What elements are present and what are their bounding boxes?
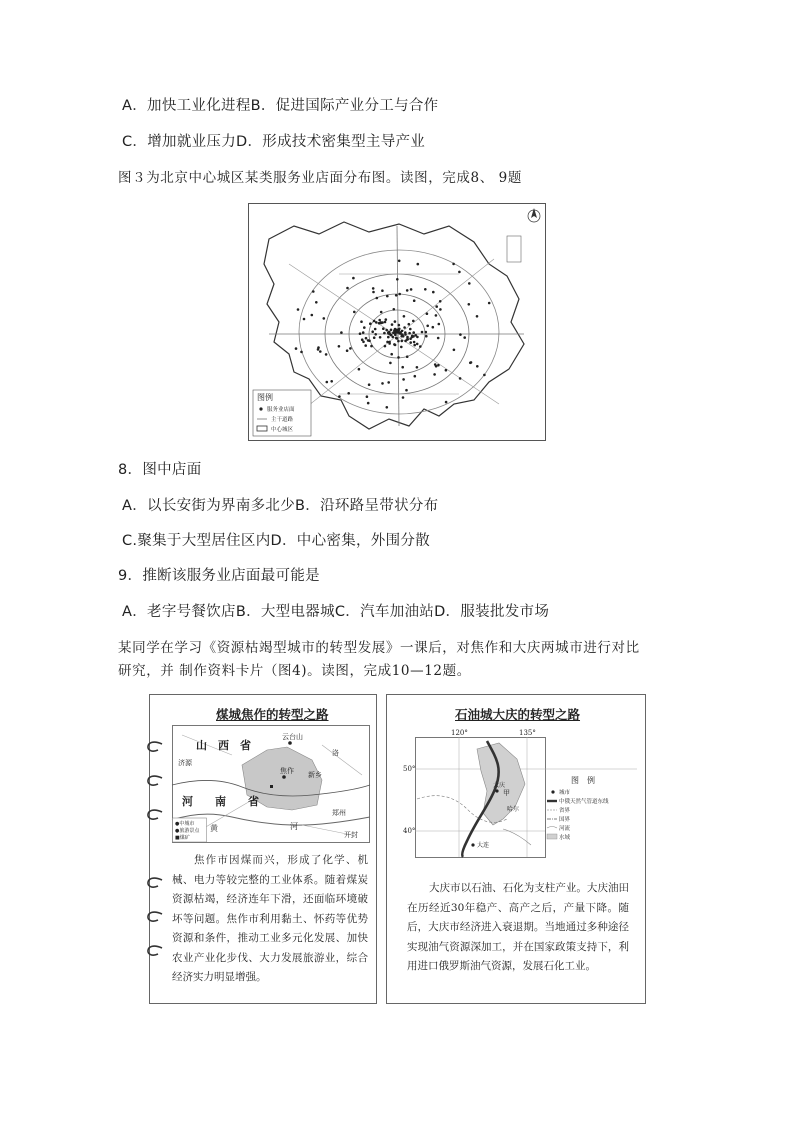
label-jiaozuo: 焦作 bbox=[280, 767, 294, 775]
store-dot bbox=[368, 383, 371, 386]
daqing-legend-title: 图 例 bbox=[571, 776, 595, 785]
store-dot bbox=[445, 401, 448, 404]
daqing-card-title: 石油城大庆的转型之路 bbox=[455, 707, 581, 722]
store-dot bbox=[398, 293, 401, 296]
store-dot bbox=[374, 328, 377, 331]
store-dot bbox=[376, 297, 379, 300]
store-dot bbox=[386, 406, 389, 409]
store-dot bbox=[390, 353, 393, 356]
q8-options-line-1: A．以长安街为界南多北少B．沿环路呈带状分布 bbox=[122, 498, 439, 514]
legend-coal: ■煤矿 bbox=[175, 835, 190, 841]
store-dot bbox=[346, 349, 349, 352]
label-dalian: 大连 bbox=[477, 842, 490, 849]
binding-ring-icon bbox=[148, 776, 162, 785]
store-dot bbox=[364, 344, 367, 347]
legend-river: 河流 bbox=[559, 826, 571, 832]
store-dot bbox=[365, 337, 368, 340]
store-dot-legend-icon bbox=[259, 407, 262, 410]
store-dot bbox=[408, 323, 411, 326]
store-dot bbox=[405, 389, 408, 392]
fig3-intro: 图３为北京中心城区某类服务业店面分布图。读图，完成8、 9题 bbox=[118, 170, 522, 186]
legend-pipeline: 中俄天然气管道东线 bbox=[559, 799, 609, 805]
store-dot bbox=[367, 402, 370, 405]
store-dot bbox=[406, 289, 409, 292]
jiaozuo-card-body: 焦作市因煤而兴，形成了化学、机械、电力等较完整的工业体系。随着煤炭资源枯竭，经济连年下滑，还面临环境破坏等问题。焦作市利用黏土、怀药等优势资源和条件，推动工业多元化发展、加快农业产业化步伐、大力发展旅游业，综合经济实力明显增强。 bbox=[172, 854, 368, 983]
store-dot bbox=[388, 341, 391, 344]
legend-river-icon bbox=[547, 827, 557, 829]
store-dot bbox=[453, 349, 456, 352]
label-huang: 黄 bbox=[210, 824, 218, 833]
store-dot bbox=[468, 282, 471, 285]
store-dot bbox=[372, 291, 375, 294]
store-dot bbox=[401, 333, 404, 336]
legend-water-icon bbox=[547, 834, 557, 839]
store-dot bbox=[366, 395, 369, 398]
store-dot bbox=[424, 288, 427, 291]
legend-city: 城市 bbox=[559, 790, 571, 796]
binding-ring-icon bbox=[148, 912, 162, 921]
store-dot bbox=[434, 363, 437, 366]
store-dot bbox=[409, 337, 412, 340]
store-dot bbox=[421, 331, 424, 334]
q7-options-line-1: A．加快工业化进程B．促进国际产业分工与合作 bbox=[122, 98, 439, 114]
store-dot bbox=[349, 347, 352, 350]
store-dot bbox=[435, 314, 438, 317]
beijing-map-figure bbox=[248, 203, 546, 441]
label-jiyuan: 济源 bbox=[178, 759, 192, 767]
store-dot bbox=[295, 347, 298, 350]
lat-50: 50° bbox=[403, 765, 416, 773]
store-dot bbox=[347, 392, 350, 395]
store-dot bbox=[387, 332, 390, 335]
store-dot bbox=[463, 336, 466, 339]
lat-40: 40° bbox=[403, 827, 416, 835]
store-dot bbox=[432, 291, 435, 294]
label-jia: 甲 bbox=[503, 789, 510, 797]
store-dot bbox=[406, 355, 409, 358]
store-dot bbox=[297, 308, 300, 311]
store-dot bbox=[404, 333, 407, 336]
legend-title: 图例 bbox=[257, 393, 273, 402]
label-daqing: 大庆 bbox=[493, 782, 506, 789]
store-dot bbox=[401, 366, 404, 369]
store-dot bbox=[426, 325, 429, 328]
daqing-card-body: 大庆市以石油、石化为支柱产业。大庆油田在历经近30年稳产、高产之后，产量下降。随后，大庆市经济进入衰退期。当地通过多种途径实现油气资源深加工，并在国家政策支持下，利用进口俄罗斯油气资源，发展石化工业。 bbox=[407, 882, 629, 972]
store-dot bbox=[340, 331, 343, 334]
store-dot bbox=[338, 395, 341, 398]
store-dot bbox=[437, 364, 440, 367]
store-dot bbox=[389, 362, 392, 365]
store-dot bbox=[389, 333, 392, 336]
store-dot bbox=[393, 329, 396, 332]
store-dot bbox=[362, 331, 365, 334]
store-dot bbox=[416, 343, 419, 346]
store-dot bbox=[391, 323, 394, 326]
store-dot bbox=[439, 300, 442, 303]
store-dot bbox=[373, 320, 376, 323]
legend-item-center: 中心城区 bbox=[271, 427, 294, 433]
store-dot bbox=[402, 378, 405, 381]
inset-box bbox=[507, 236, 521, 262]
city-dot bbox=[282, 775, 286, 779]
store-dot bbox=[399, 332, 402, 335]
label-henan: 河 南 省 bbox=[182, 795, 259, 808]
store-dot bbox=[395, 294, 398, 297]
store-dot bbox=[398, 328, 401, 331]
north-arrow-icon bbox=[528, 208, 540, 222]
store-dot bbox=[459, 377, 462, 380]
store-dot bbox=[381, 382, 384, 385]
city-dot bbox=[495, 789, 498, 792]
store-dot bbox=[317, 346, 320, 349]
store-dot bbox=[425, 335, 428, 338]
store-dot bbox=[468, 303, 471, 306]
store-dot bbox=[315, 301, 318, 304]
store-dot bbox=[402, 396, 405, 399]
jiaozuo-card-title: 煤城焦作的转型之路 bbox=[216, 707, 329, 722]
store-dot bbox=[398, 260, 401, 263]
store-dot bbox=[414, 334, 417, 337]
store-dot bbox=[411, 335, 414, 338]
store-dot bbox=[394, 333, 397, 336]
store-dot bbox=[353, 311, 356, 314]
store-dot bbox=[300, 351, 303, 354]
store-dot bbox=[397, 356, 400, 359]
store-dot bbox=[394, 320, 397, 323]
label-luoyang: 洛 bbox=[332, 749, 339, 757]
store-dot bbox=[368, 340, 371, 343]
store-dot bbox=[390, 329, 393, 332]
store-dot bbox=[374, 333, 377, 336]
label-kaifeng: 开封 bbox=[344, 831, 358, 839]
store-dot bbox=[387, 381, 390, 384]
store-dot bbox=[379, 336, 382, 339]
store-dot bbox=[403, 326, 406, 329]
store-dot bbox=[312, 290, 315, 293]
binding-rings bbox=[140, 730, 168, 960]
store-dot bbox=[435, 305, 438, 308]
store-dot bbox=[452, 263, 455, 266]
binding-ring-icon bbox=[148, 878, 162, 887]
store-dot bbox=[381, 289, 384, 292]
store-dot bbox=[425, 331, 428, 334]
store-dot bbox=[432, 326, 435, 329]
label-zhengzhou: 郑州 bbox=[332, 809, 346, 817]
store-dot bbox=[393, 308, 396, 311]
fig4-intro-line-1: 某同学在学习《资源枯竭型城市的转型发展》一课后，对焦作和大庆两城市进行对比 bbox=[118, 640, 640, 656]
label-he: 河 bbox=[290, 822, 298, 831]
store-dot bbox=[413, 299, 416, 302]
legend-item-store: 服务业店面 bbox=[267, 407, 295, 413]
store-dot bbox=[371, 330, 374, 333]
store-dot bbox=[372, 287, 375, 290]
label-harbin: 哈尔 bbox=[507, 806, 520, 813]
store-dot bbox=[392, 336, 395, 339]
daqing-card bbox=[386, 694, 646, 1004]
q9-options-line-1: A．老字号餐饮店B．大型电器城C．汽车加油站D．服装批发市场 bbox=[122, 604, 550, 620]
legend-city-icon bbox=[551, 790, 554, 793]
store-dot bbox=[414, 375, 417, 378]
store-dot bbox=[439, 308, 442, 311]
store-dot bbox=[375, 321, 378, 324]
jiaozuo-map bbox=[172, 725, 370, 843]
store-dot bbox=[352, 277, 355, 280]
store-dot bbox=[330, 380, 333, 383]
store-dot bbox=[412, 320, 415, 323]
store-dot bbox=[338, 345, 341, 348]
store-dot bbox=[396, 278, 399, 281]
store-dot bbox=[403, 315, 406, 318]
lon-135: 135° bbox=[519, 729, 536, 737]
store-dot bbox=[412, 331, 415, 334]
fig4-intro-line-2: 研究，并 制作资料卡片（图4)。读图，完成10—12题。 bbox=[118, 663, 471, 679]
q8-stem: 8．图中店面 bbox=[118, 462, 202, 478]
store-dot bbox=[401, 340, 404, 343]
legend-scenic: ●旅游景点 bbox=[175, 828, 200, 834]
store-dot bbox=[408, 332, 411, 335]
store-dot bbox=[396, 337, 399, 340]
store-dot bbox=[386, 295, 389, 298]
beijing-map bbox=[249, 204, 545, 440]
store-dot bbox=[387, 336, 390, 339]
store-dot bbox=[326, 381, 329, 384]
q9-stem: 9．推断该服务业店面最可能是 bbox=[118, 568, 320, 584]
store-dot bbox=[433, 373, 436, 376]
store-dot bbox=[358, 368, 361, 371]
store-dot bbox=[373, 336, 376, 339]
store-dot bbox=[410, 288, 413, 291]
q8-options-line-2: C.聚集于大型居住区内D．中心密集，外围分散 bbox=[122, 533, 430, 549]
q7-options-line-2: C．增加就业压力D．形成技术密集型主导产业 bbox=[122, 134, 426, 150]
store-dot bbox=[413, 344, 416, 347]
store-dot bbox=[476, 365, 479, 368]
store-dot bbox=[393, 343, 396, 346]
store-dot bbox=[380, 311, 383, 314]
store-dot bbox=[383, 332, 386, 335]
lon-120: 120° bbox=[451, 729, 468, 737]
store-dot bbox=[488, 302, 491, 305]
store-dot bbox=[319, 350, 322, 353]
legend-item-road: 主干道路 bbox=[271, 417, 294, 423]
store-dot bbox=[382, 327, 385, 330]
store-dot bbox=[437, 337, 440, 340]
store-dot bbox=[476, 315, 479, 318]
store-dot bbox=[445, 369, 448, 372]
store-dot bbox=[413, 341, 416, 344]
store-dot bbox=[458, 271, 461, 274]
store-dot bbox=[303, 318, 306, 321]
store-dot bbox=[396, 330, 399, 333]
store-dot bbox=[404, 340, 407, 343]
store-dot bbox=[370, 345, 373, 348]
store-dot bbox=[369, 322, 372, 325]
legend-water: 水域 bbox=[559, 835, 571, 841]
store-dot bbox=[323, 317, 326, 320]
binding-ring-icon bbox=[148, 742, 162, 751]
store-dot bbox=[483, 374, 486, 377]
store-dot bbox=[409, 328, 412, 331]
store-dot bbox=[346, 287, 349, 290]
store-dot bbox=[384, 345, 387, 348]
store-dot bbox=[311, 314, 314, 317]
label-yuntaishan: 云台山 bbox=[282, 733, 303, 741]
legend-city: ●中城市 bbox=[175, 821, 195, 827]
store-dot bbox=[400, 346, 403, 349]
store-dot bbox=[378, 319, 381, 322]
store-dot bbox=[409, 341, 412, 344]
legend-province: 省界 bbox=[559, 808, 571, 814]
store-dot bbox=[397, 340, 400, 343]
store-dot bbox=[359, 332, 362, 335]
map-legend bbox=[253, 390, 311, 436]
legend-border: 国界 bbox=[559, 817, 571, 823]
store-dot bbox=[426, 312, 429, 315]
store-dot bbox=[325, 353, 328, 356]
store-dot bbox=[398, 324, 401, 327]
store-dot bbox=[362, 341, 365, 344]
store-dot bbox=[384, 321, 387, 324]
store-dot bbox=[385, 318, 388, 321]
store-dot bbox=[360, 320, 363, 323]
binding-ring-icon bbox=[148, 946, 162, 955]
city-dot bbox=[471, 843, 474, 846]
label-xinxiang: 新乡 bbox=[308, 771, 322, 779]
store-dot bbox=[381, 321, 384, 324]
jiaozuo-card bbox=[149, 694, 377, 1004]
store-dot bbox=[470, 361, 473, 364]
store-dot bbox=[416, 366, 419, 369]
store-dot bbox=[419, 345, 422, 348]
store-dot bbox=[406, 338, 409, 341]
store-dot bbox=[438, 323, 441, 326]
store-dot bbox=[385, 329, 388, 332]
daqing-map bbox=[403, 729, 637, 859]
binding-ring-icon bbox=[148, 810, 162, 819]
city-dot bbox=[288, 741, 292, 745]
store-dot bbox=[417, 263, 420, 266]
store-dot bbox=[459, 333, 462, 336]
label-shanxi: 山 西 省 bbox=[196, 739, 251, 752]
store-dot bbox=[363, 326, 366, 329]
coal-mine-icon bbox=[270, 785, 273, 788]
